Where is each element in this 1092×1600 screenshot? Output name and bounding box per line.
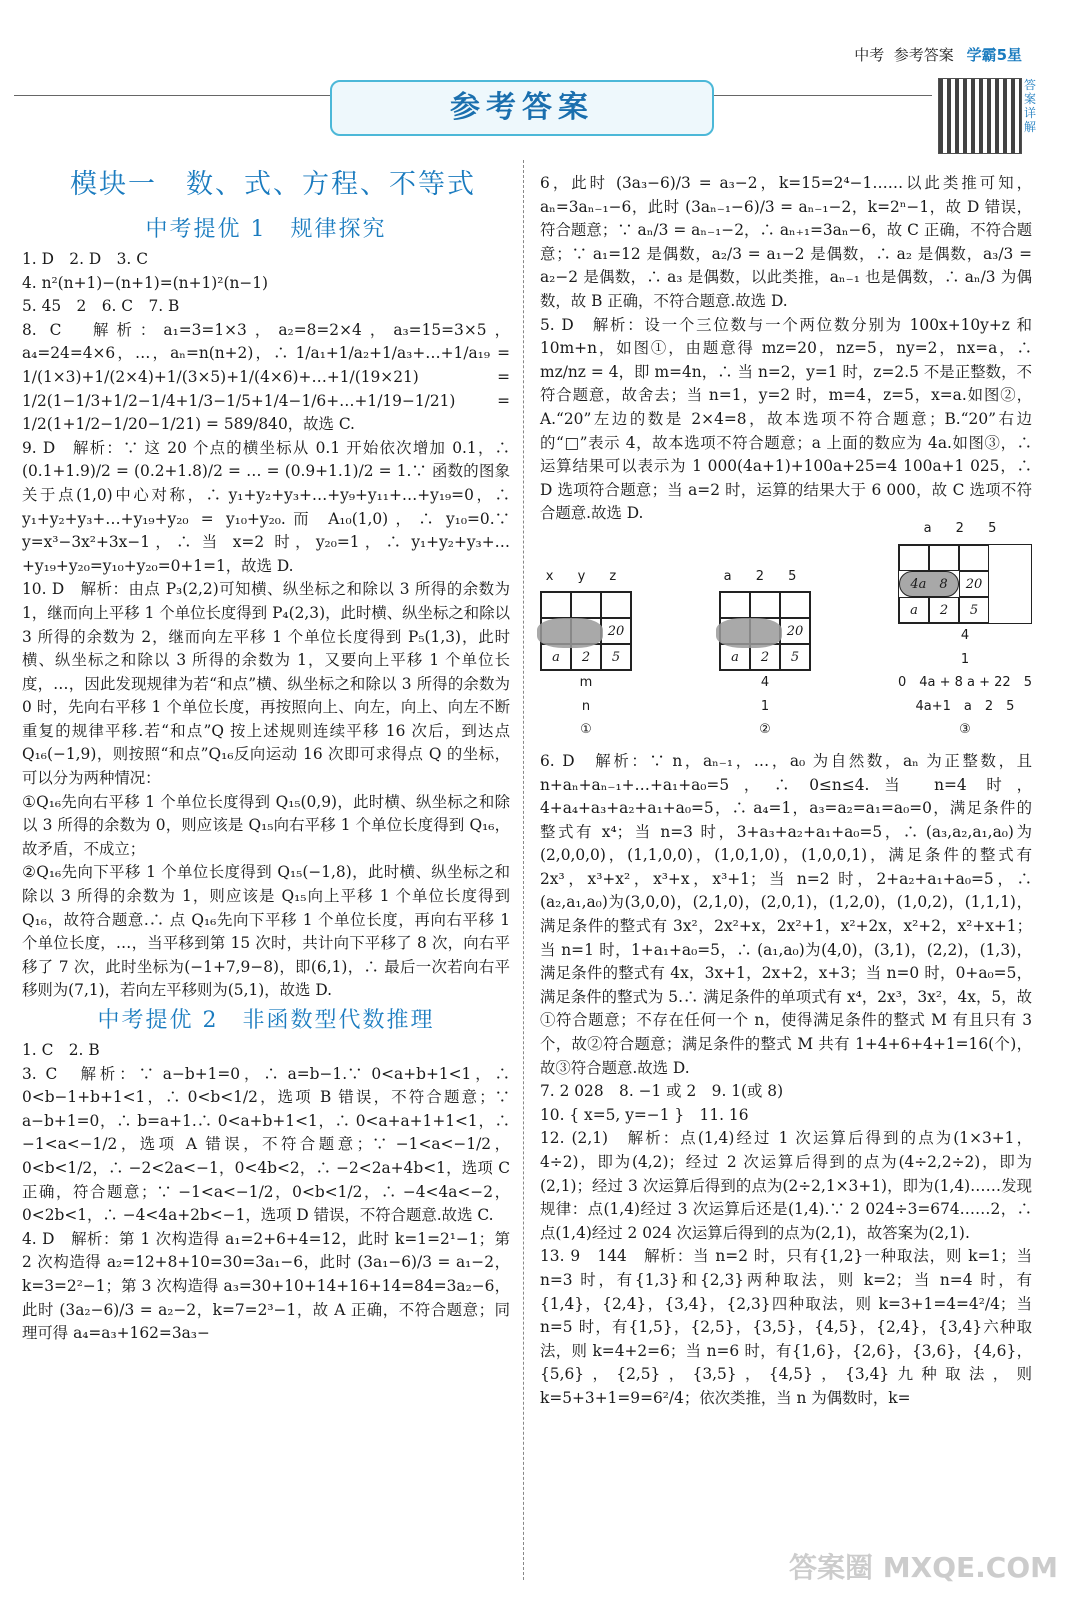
answer-paragraph: 13. 9 144 解析：当 n=2 时，只有{1,2}一种取法，则 k=1；当 n=3 时，有{1,3}和{2,3}两种取法，则 k=2；当 n=4 时，有{1,4}，{2,4}，{3,4}，{2,3}四种取法，则 k=3+1=4=4²/4；当 n=5 时，有{1,5}，{2,5}，{3,5}，{4,5}，{2,4}，{3,4}六种取法，则 k=4+2=6；当 n=6 时，有{1,6}，{2,6}，{3,6}，{4,6}，{5,6}，{2,5}，{3,5}，{4,5}，{3,4}九种取法，则 k=5+3+1=9=6²/4；依次类推，当 n 为偶数时，k= (540, 1247, 1032, 1407)
answer-paragraph: 6，此时 (3a₃−6)/3 = a₃−2，k=15=2⁴−1……以此类推可知，aₙ=3aₙ₋₁−6，此时 (3aₙ₋₁−6)/3 = aₙ₋₁−2，k=2ⁿ−1，故 D 错误，符合题意；∵ aₙ/3 = aₙ₋₁−2，∴ aₙ₊₁=3aₙ−6，故 C 正确，不符合题意；∵ a₁=12 是偶数，a₂/3 = a₁−2 是偶数，∴ a₂ 是偶数，a₃/3 = a₂−2 是偶数，∴ a₃ 是偶数，以此类推，aₙ₋₁ 也是偶数，∴ aₙ/3 为偶数，故 B 正确，不符合题意.故选 D. (540, 174, 1032, 310)
qr-code[interactable] (938, 78, 1022, 154)
answer-paragraph: ②Q₁₆先向下平移 1 个单位长度得到 Q₁₅(−1,8)，此时横、纵坐标之和除以 3 所得的余数为 1，则应该是 Q₁₅向上平移 1 个单位长度得到 Q₁₆，故符合题意.∴ 点 Q₁₆先向下平移 1 个单位长度，再向右平移 1 个单位长度，…，当平移到第 15 次时，共计向下平移了 8 次，向右平移了 7 次，此时坐标为(−1+7,9−8)，即(6,1)，∴ 最后一次若向右平移则为(7,1)，若向左平移则为(5,1)，故选 D. (22, 863, 510, 1000)
grid-cell: 5 (959, 597, 989, 623)
header-right (854, 44, 1022, 65)
ink-blot (537, 618, 603, 648)
answer-paragraph: 9. D 解析：∵ 这 20 个点的横坐标从 0.1 开始依次增加 0.1，∴ (0.1+1.9)/2 = (0.2+1.8)/2 = … = (0.9+1.1)/2 = 1.∵ 函数的图象关于点(1,0)中心对称，∴ y₁+y₂+y₃+…+y₉+y₁₁+…+y₁₉=0，∴ y₁+y₂+y₃+…+y₁₉+y₂₀ = y₁₀+y₂₀.而 A₁₀(1,0)，∴ y₁₀=0.∵ y=x³−3x²+3x−1，∴ 当 x=2 时，y₂₀=1，∴ y₁+y₂+y₃+…+y₁₉+y₂₀=y₁₀+y₂₀=0+1=1，故选 D. (22, 438, 510, 575)
right-column (540, 172, 1032, 1411)
answer-paragraph: 12. (2,1) 解析：点(1,4)经过 1 次运算后得到的点为(1×3+1，4÷2)，即为(4,2)；经过 2 次运算后得到的点为(4÷2,2÷2)，即为(2,1)；经过 3 次运算后得到的点为(2÷2,1×3+1)，即为(1,4)……发现规律：点(1,4)经过 3 次运算后还是(1,4).∵ 2 024÷3=674……2，∴ 点(1,4)经过 2 024 次运算后得到的点为(2,1)，故答案为(2,1). (540, 1129, 1032, 1242)
figure-side-mark: 4 (760, 675, 770, 691)
brand-logo: 学霸5星 (966, 46, 1022, 64)
grid-cell: a (720, 644, 750, 670)
left-column (22, 212, 510, 1346)
figure-grid (540, 591, 632, 671)
figure-top-marks: x y z (545, 568, 627, 584)
grid-cell: 5 (780, 644, 810, 670)
ink-blot (716, 618, 782, 648)
qr-label: 答案详解 (1024, 78, 1037, 134)
figure-sum-row: 0 4a + 8 a + 22 5 (897, 675, 1032, 691)
answer-paragraph: 5. 45 2 6. C 7. B (22, 297, 180, 316)
section-title-1: 中考提优 1 规律探究 (145, 217, 387, 242)
answer-paragraph: 4. n²(n+1)−(n+1)=(n+1)²(n−1) (22, 273, 269, 292)
answer-paragraph: 3. C 解析：∵ a−b+1=0，∴ a=b−1.∵ 0<a+b+1<1，∴ 0<b−1+b+1<1，∴ 0<b<1/2，选项 B 错误，不符合题意；∵ a−b+1=0，∴ b=a+1.∴ 0<a+b+1<1，∴ 0<a+a+1+1<1，∴ −1<a<−1/2，选项 A 错误，不符合题意；∵ −1<a<−1/2，0<b<1/2，∴ −2<2a<−1，0<4b<2，∴ −2<2a+4b<1，选项 C 正确，符合题意；∵ −1<a<−1/2，0<b<1/2，∴ −4<4a<−2，0<2b<1，∴ −4<4a+2b<−1，选项 D 错误，不符合题意.故选 C. (22, 1064, 510, 1225)
grid-cell: 2 (929, 597, 959, 623)
figure-label: ② (759, 722, 771, 738)
page-title: 参考答案 (450, 90, 594, 125)
grid-cell: 4a 8 (899, 571, 959, 597)
answer-paragraph: 6. D 解析：∵ n，aₙ₋₁，…，a₀ 为自然数，aₙ 为正整数，且 n+aₙ+aₙ₋₁+…+a₁+a₀=5，∴ 0≤n≤4.当 n=4 时，4+a₄+a₃+a₂+a₁+a₀=5，∴ a₄=1，a₃=a₂=a₁=a₀=0，满足条件的整式有 x⁴；当 n=3 时，3+a₃+a₂+a₁+a₀=5，∴ (a₃,a₂,a₁,a₀)为(2,0,0,0)，(1,1,0,0)，(1,0,1,0)，(1,0,0,1)，满足条件的整式有 2x³，x³+x²，x³+x，x³+1；当 n=2 时，2+a₂+a₁+a₀=5，∴ (a₂,a₁,a₀)为(3,0,0)，(2,1,0)，(2,0,1)，(1,2,0)，(1,0,2)，(1,1,1)，满足条件的整式有 3x²，2x²+x，2x²+1，x²+2x，x²+2，x²+x+1；当 n=1 时，1+a₁+a₀=5，∴ (a₁,a₀)为(4,0)，(3,1)，(2,2)，(1,3)，满足条件的整式有 4x，3x+1，2x+2，x+3；当 n=0 时，0+a₀=5，满足条件的整式为 5.∴ 满足条件的单项式有 x⁴，2x³，3x²，4x，5，故①符合题意；不存在任何一个 n，使得满足条件的整式 M 有且只有 3 个，故②符合题意；满足条件的整式 M 共有 1+4+6+4+1=16(个)，故③符合题意.故选 D. (540, 751, 1032, 1077)
figure-side-mark: 4 (960, 627, 970, 643)
grid-cell: 20 (780, 618, 810, 644)
figure-top-marks: a 2 5 (723, 568, 807, 584)
answer-paragraph: 7. 2 028 8. −1 或 2 9. 1(或 8) (540, 1082, 784, 1101)
figure-2 (719, 565, 811, 742)
section-title-2: 中考提优 2 非函数型代数推理 (97, 1008, 435, 1033)
answer-paragraph: 5. D 解析：设一个三位数与一个两位数分别为 100x+10y+z 和 10m+n，如图①，由题意得 mz=20，nz=5，ny=2，nx=a，∴ mz/nz = 4，即 m=4n，∴ 当 n=2，y=1 时，z=2.5 不是正整数，不符合题意，故舍去；当 n=1，y=2 时，m=4，z=5，x=a.如图②，A.“20”左边的数是 2×4=8，故本选项不符合题意；B.“20”右边的“□”表示 4，故本选项不符合题意；a 上面的数应为 4a.如图③，∴ 运算结果可以表示为 1 000(4a+1)+100a+25=4 100a+1 025，∴ D 选项符合题意；当 a=2 时，运算的结果大于 6 000，故 C 选项不符合题意.故选 D. (540, 315, 1032, 523)
grid-cell: 20 (959, 571, 989, 597)
title-banner (330, 80, 714, 136)
grid-cell: a (899, 597, 929, 623)
figure-row (540, 521, 1032, 742)
figure-grid (719, 591, 811, 671)
answer-paragraph: 10. { x=5, y=−1 } 11. 16 (540, 1105, 749, 1124)
header-exam: 中考 (854, 46, 885, 64)
grid-cell: 2 (571, 644, 601, 670)
answer-paragraph: 10. D 解析：由点 P₃(2,2)可知横、纵坐标之和除以 3 所得的余数为 1，继而向上平移 1 个单位长度得到 P₄(2,3)，此时横、纵坐标之和除以 3 所得的余数为 2，继而向左平移 1 个单位长度得到 P₅(1,3)，此时横、纵坐标之和除以 3 所得的余数为 1，又要向上平移 1 个单位长度，…，因此发现规律为若“和点”横、纵坐标之和除以 3 所得的余数为 0 时，先向右平移 1 个单位长度，再按照向上、向左，向上、向左不断重复的规律平移.若“和点”Q 按上述规则连续平移 16 次后，到达点 Q₁₆(−1,9)，则按照“和点”Q₁₆反向运动 16 次即可求得点 Q 的坐标，可以分为两种情况： (22, 580, 510, 788)
figure-side-mark: m (579, 675, 593, 691)
answer-paragraph: 1. D 2. D 3. C (22, 250, 148, 268)
grid-cell: a (541, 644, 571, 670)
figure-out-row: 4a+1 a 2 5 (915, 698, 1015, 714)
watermark: 答案圈 MXQE.COM (789, 1551, 1058, 1584)
figure-top-marks: a 2 5 (923, 521, 1007, 537)
figure-1 (540, 565, 632, 742)
header-answers: 参考答案 (893, 46, 954, 64)
answer-paragraph: 1. C 2. B (22, 1041, 100, 1059)
grid-cell: 20 (601, 618, 631, 644)
figure-grid (898, 544, 1032, 624)
answer-paragraph: ①Q₁₆先向右平移 1 个单位长度得到 Q₁₅(0,9)，此时横、纵坐标之和除以 3 所得的余数为 0，则应该是 Q₁₅向右平移 1 个单位长度得到 Q₁₆，故矛盾，不成立； (22, 792, 510, 858)
figure-side-mark: 1 (960, 651, 970, 667)
grid-cell: 5 (601, 644, 631, 670)
grid-cell: 2 (750, 644, 780, 670)
answer-paragraph: 4. D 解析：第 1 次构造得 a₁=2+6+4=12，此时 k=1=2¹−1；第 2 次构造得 a₂=12+8+10=30=3a₁−6，此时 (3a₁−6)/3 = a₁−2，k=3=2²−1；第 3 次构造得 a₃=30+10+14+16+14=84=3a₂−6，此时 (3a₂−6)/3 = a₂−2，k=7=2³−1，故 A 正确，不符合题意；同理可得 a₄=a₃+162=3a₃− (22, 1229, 510, 1343)
module-title: 模块一 数、式、方程、不等式 (70, 169, 476, 200)
answer-paragraph: 8. C 解析：a₁=3=1×3，a₂=8=2×4，a₃=15=3×5，a₄=24=4×6，…，aₙ=n(n+2)，∴ 1/a₁+1/a₂+1/a₃+…+1/a₁₉ = 1/(1×3)+1/(2×4)+1/(3×5)+1/(4×6)+…+1/(19×21) = 1/2(1−1/3+1/2−1/4+1/3−1/5+1/4−1/6+…+1/19−1/21) = 1/2(1+1/2−1/20−1/21) = 589/840，故选 C. (22, 320, 510, 434)
figure-side-mark: 1 (760, 698, 770, 714)
figure-label: ① (580, 722, 592, 738)
figure-3 (898, 517, 1032, 742)
figure-label: ③ (959, 722, 971, 738)
column-divider (523, 160, 524, 1580)
figure-side-mark: n (581, 698, 591, 714)
